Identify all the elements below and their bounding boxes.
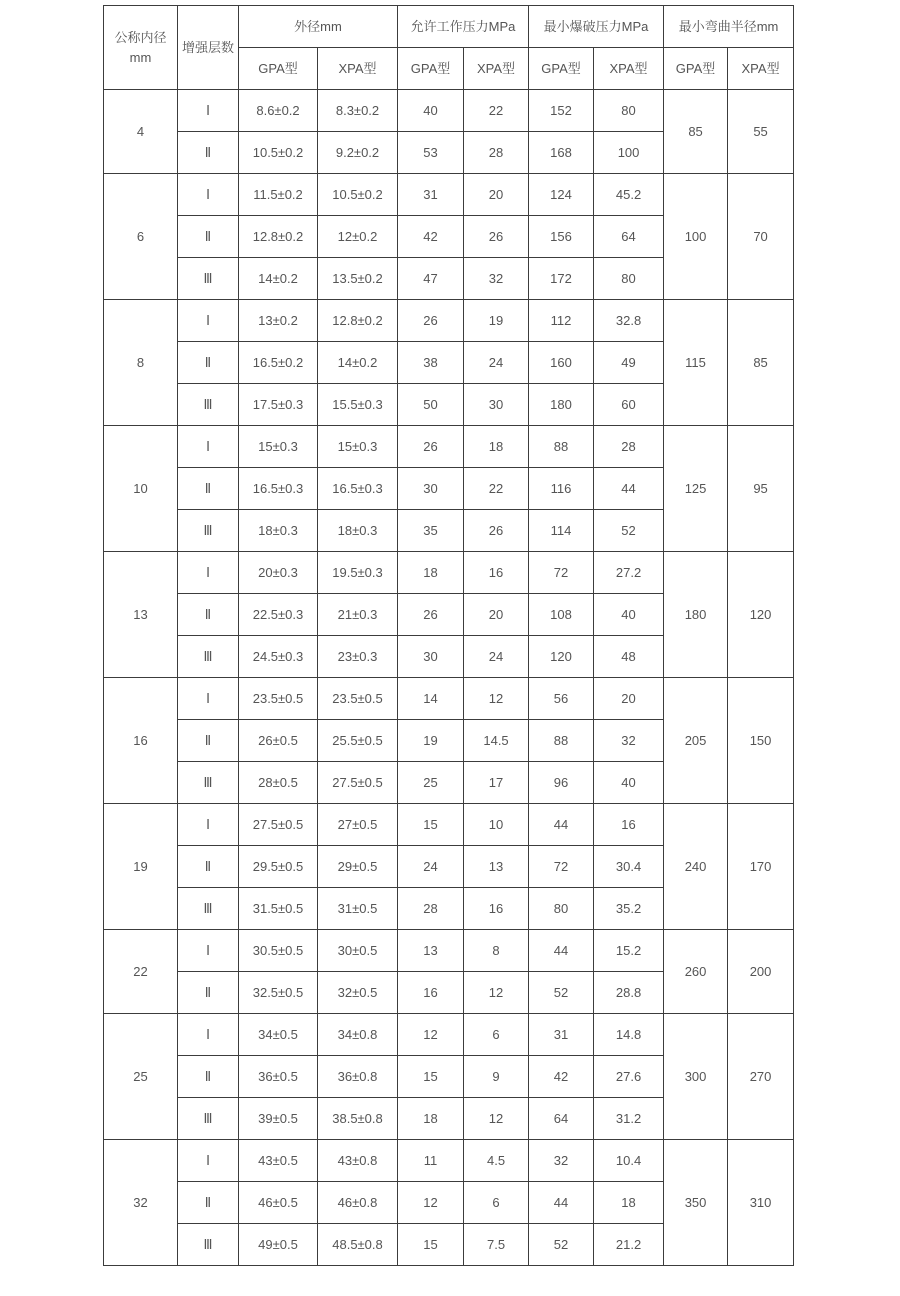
layers-cell: Ⅲ: [178, 1224, 239, 1266]
wp-xpa-cell: 4.5: [464, 1140, 529, 1182]
table-row: [104, 678, 794, 720]
wp-xpa-cell: 12: [464, 1098, 529, 1140]
layers-cell: Ⅰ: [178, 426, 239, 468]
layers-cell: Ⅱ: [178, 468, 239, 510]
bp-gpa-cell: 32: [529, 1140, 594, 1182]
layers-cell: Ⅱ: [178, 594, 239, 636]
wp-gpa-cell: 31: [398, 174, 464, 216]
bp-gpa-cell: 160: [529, 342, 594, 384]
nominal-diameter-cell: 16: [104, 678, 178, 804]
wp-xpa-cell: 14.5: [464, 720, 529, 762]
table-row: [104, 1014, 794, 1056]
od-gpa-cell: 34±0.5: [239, 1014, 318, 1056]
bp-gpa-cell: 42: [529, 1056, 594, 1098]
bp-gpa-cell: 116: [529, 468, 594, 510]
table-body: [104, 90, 794, 1266]
wp-xpa-cell: 24: [464, 342, 529, 384]
wp-xpa-cell: 28: [464, 132, 529, 174]
bp-xpa-cell: 80: [594, 90, 664, 132]
od-xpa-cell: 31±0.5: [318, 888, 398, 930]
od-gpa-cell: 30.5±0.5: [239, 930, 318, 972]
layers-cell: Ⅰ: [178, 552, 239, 594]
layers-cell: Ⅲ: [178, 258, 239, 300]
od-xpa-cell: 27±0.5: [318, 804, 398, 846]
bp-gpa-cell: 56: [529, 678, 594, 720]
bp-xpa-cell: 30.4: [594, 846, 664, 888]
od-gpa-cell: 43±0.5: [239, 1140, 318, 1182]
bp-xpa-cell: 27.2: [594, 552, 664, 594]
wp-xpa-cell: 32: [464, 258, 529, 300]
wp-gpa-cell: 12: [398, 1182, 464, 1224]
od-gpa-cell: 46±0.5: [239, 1182, 318, 1224]
od-xpa-cell: 14±0.2: [318, 342, 398, 384]
bp-xpa-cell: 16: [594, 804, 664, 846]
wp-gpa-cell: 15: [398, 804, 464, 846]
wp-xpa-cell: 16: [464, 888, 529, 930]
bp-gpa-cell: 124: [529, 174, 594, 216]
header-burst-pressure: 最小爆破压力MPa: [529, 6, 664, 48]
bend-gpa-cell: 115: [664, 300, 728, 426]
bend-xpa-cell: 55: [728, 90, 794, 174]
bend-gpa-cell: 125: [664, 426, 728, 552]
bend-xpa-cell: 70: [728, 174, 794, 300]
od-gpa-cell: 20±0.3: [239, 552, 318, 594]
layers-cell: Ⅰ: [178, 1014, 239, 1056]
bp-gpa-cell: 156: [529, 216, 594, 258]
bp-xpa-cell: 40: [594, 594, 664, 636]
bp-gpa-cell: 168: [529, 132, 594, 174]
od-gpa-cell: 16.5±0.3: [239, 468, 318, 510]
bp-gpa-cell: 64: [529, 1098, 594, 1140]
od-gpa-cell: 22.5±0.3: [239, 594, 318, 636]
wp-xpa-cell: 13: [464, 846, 529, 888]
bp-xpa-cell: 44: [594, 468, 664, 510]
wp-xpa-cell: 12: [464, 678, 529, 720]
od-gpa-cell: 28±0.5: [239, 762, 318, 804]
bp-xpa-cell: 40: [594, 762, 664, 804]
od-xpa-cell: 23±0.3: [318, 636, 398, 678]
layers-cell: Ⅱ: [178, 846, 239, 888]
bend-gpa-cell: 300: [664, 1014, 728, 1140]
header-nominal-diameter: [104, 6, 178, 90]
bp-xpa-cell: 48: [594, 636, 664, 678]
od-gpa-cell: 31.5±0.5: [239, 888, 318, 930]
bend-xpa-cell: 85: [728, 300, 794, 426]
wp-gpa-cell: 28: [398, 888, 464, 930]
od-xpa-cell: 16.5±0.3: [318, 468, 398, 510]
wp-gpa-cell: 13: [398, 930, 464, 972]
wp-gpa-cell: 18: [398, 1098, 464, 1140]
bp-gpa-cell: 180: [529, 384, 594, 426]
wp-gpa-cell: 12: [398, 1014, 464, 1056]
wp-gpa-cell: 38: [398, 342, 464, 384]
wp-gpa-cell: 25: [398, 762, 464, 804]
bp-gpa-cell: 120: [529, 636, 594, 678]
bp-xpa-cell: 100: [594, 132, 664, 174]
od-xpa-cell: 36±0.8: [318, 1056, 398, 1098]
table-row: [104, 552, 794, 594]
wp-xpa-cell: 20: [464, 594, 529, 636]
layers-cell: Ⅲ: [178, 1098, 239, 1140]
wp-gpa-cell: 42: [398, 216, 464, 258]
table-row: [104, 426, 794, 468]
header-nominal-diameter-unit: mm: [129, 49, 152, 65]
od-xpa-cell: 12±0.2: [318, 216, 398, 258]
bend-gpa-cell: 180: [664, 552, 728, 678]
wp-xpa-cell: 22: [464, 468, 529, 510]
bend-xpa-cell: 120: [728, 552, 794, 678]
layers-cell: Ⅲ: [178, 888, 239, 930]
subheader-od-xpa: XPA型: [318, 48, 398, 90]
layers-cell: Ⅰ: [178, 300, 239, 342]
header-bend-radius: 最小弯曲半径mm: [664, 6, 794, 48]
bend-xpa-cell: 310: [728, 1140, 794, 1266]
layers-cell: Ⅰ: [178, 804, 239, 846]
od-xpa-cell: 32±0.5: [318, 972, 398, 1014]
wp-xpa-cell: 24: [464, 636, 529, 678]
subheader-bp-xpa: XPA型: [594, 48, 664, 90]
wp-gpa-cell: 26: [398, 426, 464, 468]
header-outer-diameter: 外径mm: [239, 6, 398, 48]
layers-cell: Ⅲ: [178, 384, 239, 426]
bend-gpa-cell: 100: [664, 174, 728, 300]
header-working-pressure: 允许工作压力MPa: [398, 6, 529, 48]
layers-cell: Ⅲ: [178, 762, 239, 804]
layers-cell: Ⅱ: [178, 1182, 239, 1224]
bend-xpa-cell: 150: [728, 678, 794, 804]
wp-gpa-cell: 40: [398, 90, 464, 132]
od-xpa-cell: 23.5±0.5: [318, 678, 398, 720]
layers-cell: Ⅲ: [178, 636, 239, 678]
bend-xpa-cell: 200: [728, 930, 794, 1014]
bp-xpa-cell: 20: [594, 678, 664, 720]
wp-xpa-cell: 18: [464, 426, 529, 468]
wp-xpa-cell: 16: [464, 552, 529, 594]
bp-xpa-cell: 31.2: [594, 1098, 664, 1140]
od-xpa-cell: 38.5±0.8: [318, 1098, 398, 1140]
wp-gpa-cell: 26: [398, 300, 464, 342]
layers-cell: Ⅱ: [178, 132, 239, 174]
wp-gpa-cell: 50: [398, 384, 464, 426]
od-gpa-cell: 12.8±0.2: [239, 216, 318, 258]
bp-gpa-cell: 44: [529, 930, 594, 972]
layers-cell: Ⅰ: [178, 1140, 239, 1182]
bp-gpa-cell: 112: [529, 300, 594, 342]
table-header: [104, 6, 794, 90]
bp-gpa-cell: 31: [529, 1014, 594, 1056]
od-xpa-cell: 25.5±0.5: [318, 720, 398, 762]
bend-xpa-cell: 170: [728, 804, 794, 930]
nominal-diameter-cell: 32: [104, 1140, 178, 1266]
bp-gpa-cell: 114: [529, 510, 594, 552]
od-xpa-cell: 18±0.3: [318, 510, 398, 552]
bp-xpa-cell: 21.2: [594, 1224, 664, 1266]
header-reinforcement-layers: 增强层数: [178, 6, 239, 90]
wp-xpa-cell: 30: [464, 384, 529, 426]
nominal-diameter-cell: 22: [104, 930, 178, 1014]
wp-gpa-cell: 30: [398, 468, 464, 510]
bend-gpa-cell: 85: [664, 90, 728, 174]
bp-xpa-cell: 28: [594, 426, 664, 468]
wp-xpa-cell: 8: [464, 930, 529, 972]
bp-xpa-cell: 10.4: [594, 1140, 664, 1182]
bp-xpa-cell: 52: [594, 510, 664, 552]
od-gpa-cell: 11.5±0.2: [239, 174, 318, 216]
bend-gpa-cell: 350: [664, 1140, 728, 1266]
wp-xpa-cell: 6: [464, 1182, 529, 1224]
od-gpa-cell: 39±0.5: [239, 1098, 318, 1140]
table-row: [104, 90, 794, 132]
bend-xpa-cell: 95: [728, 426, 794, 552]
bp-xpa-cell: 18: [594, 1182, 664, 1224]
od-xpa-cell: 43±0.8: [318, 1140, 398, 1182]
od-gpa-cell: 16.5±0.2: [239, 342, 318, 384]
wp-xpa-cell: 26: [464, 510, 529, 552]
header-nominal-diameter-line1: 公称内径: [114, 30, 167, 45]
bp-gpa-cell: 152: [529, 90, 594, 132]
layers-cell: Ⅱ: [178, 720, 239, 762]
layers-cell: Ⅰ: [178, 930, 239, 972]
table-row: [104, 174, 794, 216]
nominal-diameter-cell: 19: [104, 804, 178, 930]
od-xpa-cell: 12.8±0.2: [318, 300, 398, 342]
wp-xpa-cell: 6: [464, 1014, 529, 1056]
table-row: [104, 300, 794, 342]
nominal-diameter-cell: 4: [104, 90, 178, 174]
od-gpa-cell: 27.5±0.5: [239, 804, 318, 846]
subheader-bend-gpa: GPA型: [664, 48, 728, 90]
od-gpa-cell: 49±0.5: [239, 1224, 318, 1266]
bp-xpa-cell: 32: [594, 720, 664, 762]
wp-xpa-cell: 10: [464, 804, 529, 846]
od-xpa-cell: 30±0.5: [318, 930, 398, 972]
bp-gpa-cell: 108: [529, 594, 594, 636]
od-xpa-cell: 8.3±0.2: [318, 90, 398, 132]
bp-xpa-cell: 15.2: [594, 930, 664, 972]
layers-cell: Ⅰ: [178, 174, 239, 216]
od-xpa-cell: 34±0.8: [318, 1014, 398, 1056]
od-gpa-cell: 26±0.5: [239, 720, 318, 762]
od-gpa-cell: 8.6±0.2: [239, 90, 318, 132]
wp-xpa-cell: 7.5: [464, 1224, 529, 1266]
od-gpa-cell: 18±0.3: [239, 510, 318, 552]
wp-gpa-cell: 26: [398, 594, 464, 636]
bp-xpa-cell: 80: [594, 258, 664, 300]
layers-cell: Ⅰ: [178, 90, 239, 132]
od-xpa-cell: 15±0.3: [318, 426, 398, 468]
od-xpa-cell: 10.5±0.2: [318, 174, 398, 216]
od-gpa-cell: 10.5±0.2: [239, 132, 318, 174]
wp-gpa-cell: 30: [398, 636, 464, 678]
bend-gpa-cell: 240: [664, 804, 728, 930]
bp-xpa-cell: 64: [594, 216, 664, 258]
wp-gpa-cell: 35: [398, 510, 464, 552]
od-gpa-cell: 23.5±0.5: [239, 678, 318, 720]
bp-xpa-cell: 27.6: [594, 1056, 664, 1098]
bp-gpa-cell: 88: [529, 426, 594, 468]
bp-gpa-cell: 72: [529, 552, 594, 594]
wp-xpa-cell: 20: [464, 174, 529, 216]
table-row: [104, 804, 794, 846]
nominal-diameter-cell: 6: [104, 174, 178, 300]
bp-xpa-cell: 28.8: [594, 972, 664, 1014]
bp-gpa-cell: 172: [529, 258, 594, 300]
bp-xpa-cell: 35.2: [594, 888, 664, 930]
bp-gpa-cell: 72: [529, 846, 594, 888]
bp-xpa-cell: 49: [594, 342, 664, 384]
subheader-wp-xpa: XPA型: [464, 48, 529, 90]
od-xpa-cell: 15.5±0.3: [318, 384, 398, 426]
table-row: [104, 1140, 794, 1182]
table-row: [104, 930, 794, 972]
wp-gpa-cell: 24: [398, 846, 464, 888]
wp-xpa-cell: 17: [464, 762, 529, 804]
bend-xpa-cell: 270: [728, 1014, 794, 1140]
od-gpa-cell: 15±0.3: [239, 426, 318, 468]
od-gpa-cell: 17.5±0.3: [239, 384, 318, 426]
od-xpa-cell: 21±0.3: [318, 594, 398, 636]
wp-gpa-cell: 11: [398, 1140, 464, 1182]
bp-gpa-cell: 88: [529, 720, 594, 762]
od-gpa-cell: 14±0.2: [239, 258, 318, 300]
bp-xpa-cell: 14.8: [594, 1014, 664, 1056]
od-xpa-cell: 9.2±0.2: [318, 132, 398, 174]
bp-gpa-cell: 80: [529, 888, 594, 930]
bp-xpa-cell: 45.2: [594, 174, 664, 216]
wp-xpa-cell: 19: [464, 300, 529, 342]
subheader-wp-gpa: GPA型: [398, 48, 464, 90]
bend-gpa-cell: 260: [664, 930, 728, 1014]
od-xpa-cell: 46±0.8: [318, 1182, 398, 1224]
od-xpa-cell: 13.5±0.2: [318, 258, 398, 300]
bend-gpa-cell: 205: [664, 678, 728, 804]
wp-gpa-cell: 19: [398, 720, 464, 762]
od-gpa-cell: 32.5±0.5: [239, 972, 318, 1014]
wp-gpa-cell: 18: [398, 552, 464, 594]
wp-xpa-cell: 22: [464, 90, 529, 132]
wp-gpa-cell: 14: [398, 678, 464, 720]
wp-gpa-cell: 16: [398, 972, 464, 1014]
od-xpa-cell: 19.5±0.3: [318, 552, 398, 594]
nominal-diameter-cell: 25: [104, 1014, 178, 1140]
bp-xpa-cell: 60: [594, 384, 664, 426]
subheader-bp-gpa: GPA型: [529, 48, 594, 90]
wp-gpa-cell: 15: [398, 1056, 464, 1098]
wp-xpa-cell: 26: [464, 216, 529, 258]
bp-gpa-cell: 52: [529, 972, 594, 1014]
bp-gpa-cell: 96: [529, 762, 594, 804]
layers-cell: Ⅱ: [178, 1056, 239, 1098]
layers-cell: Ⅱ: [178, 972, 239, 1014]
bp-gpa-cell: 44: [529, 1182, 594, 1224]
nominal-diameter-cell: 10: [104, 426, 178, 552]
od-xpa-cell: 48.5±0.8: [318, 1224, 398, 1266]
nominal-diameter-cell: 13: [104, 552, 178, 678]
od-xpa-cell: 27.5±0.5: [318, 762, 398, 804]
layers-cell: Ⅰ: [178, 678, 239, 720]
bp-gpa-cell: 44: [529, 804, 594, 846]
od-gpa-cell: 29.5±0.5: [239, 846, 318, 888]
wp-gpa-cell: 53: [398, 132, 464, 174]
wp-gpa-cell: 47: [398, 258, 464, 300]
od-gpa-cell: 36±0.5: [239, 1056, 318, 1098]
wp-xpa-cell: 12: [464, 972, 529, 1014]
hose-spec-table: [103, 5, 794, 1266]
subheader-bend-xpa: XPA型: [728, 48, 794, 90]
nominal-diameter-cell: 8: [104, 300, 178, 426]
od-gpa-cell: 13±0.2: [239, 300, 318, 342]
od-gpa-cell: 24.5±0.3: [239, 636, 318, 678]
wp-gpa-cell: 15: [398, 1224, 464, 1266]
layers-cell: Ⅱ: [178, 216, 239, 258]
bp-gpa-cell: 52: [529, 1224, 594, 1266]
layers-cell: Ⅲ: [178, 510, 239, 552]
subheader-od-gpa: GPA型: [239, 48, 318, 90]
od-xpa-cell: 29±0.5: [318, 846, 398, 888]
wp-xpa-cell: 9: [464, 1056, 529, 1098]
layers-cell: Ⅱ: [178, 342, 239, 384]
bp-xpa-cell: 32.8: [594, 300, 664, 342]
